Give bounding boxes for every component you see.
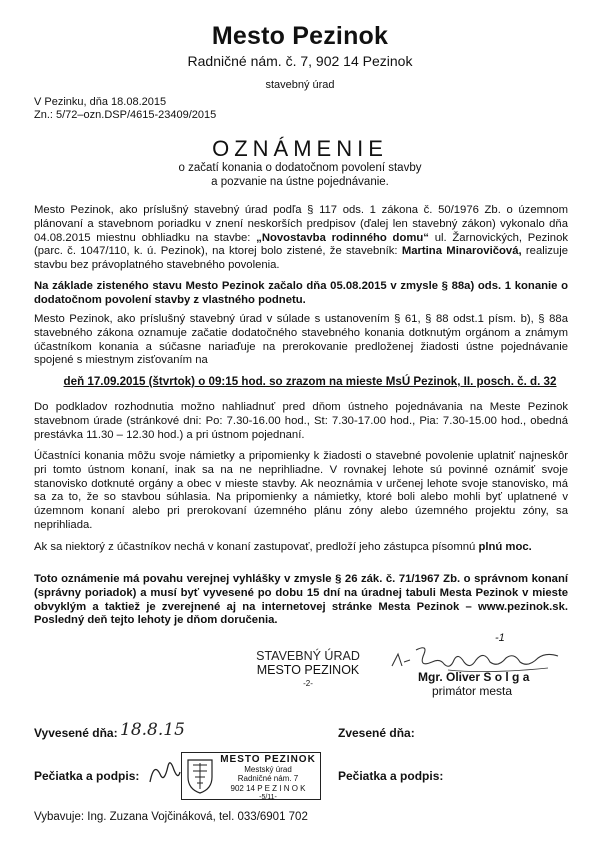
p1-text-1: Mesto Pezinok, ako príslušný stavebný úrad podľa § 117 ods. 1 zákona č. 50/1976 Zb. o územnom plánovaní a stavebnom poriadku v znení neskorších predpisov (ďalej len stavebný zákon) vykonalo dňa 04.08.2015 miestnu obhliadku na stavbe:	[34, 204, 568, 244]
notice-title: OZNÁMENIE	[212, 136, 388, 161]
posted-date-label: Vyvesené dňa:	[34, 726, 118, 740]
stamp-signature-label-right: Pečiatka a podpis:	[338, 769, 444, 783]
posting-stamp-line-2: Mestský úrad	[244, 764, 292, 774]
paragraph-site-inspection	[34, 204, 568, 273]
p6-text: Ak sa niektorý z účastníkov nechá v konaní zastupovať, predloží jeho zástupca písomnú	[34, 541, 479, 553]
town-address: Radničné nám. č. 7, 902 14 Pezinok	[187, 53, 413, 69]
issued-by: Vybavuje: Ing. Zuzana Vojčináková, tel. 033/6901 702	[34, 811, 308, 823]
paragraph-announcement: Mesto Pezinok, ako príslušný stavebný úrad v súlade s ustanovením § 61, § 88 odst.1 písm. b), § 88a stavebného zákona oznamuje začatie dodatočného stavebného konania dotknutým orgánom a známym účastníkom konania a súčasne nariaďuje na prerokovanie predloženej žiadosti ústne pojednávanie spojené s miestnym zisťovaním na	[34, 313, 568, 367]
notice-subtitle-1: o začatí konania o dodatočnom povolení stavby	[178, 162, 422, 174]
paragraph-documents-access: Do podkladov rozhodnutia možno nahliadnuť pred dňom ústneho pojednávania na Meste Pezinok stavebnom úrade (stránkové dni: Po: 7.30-16.00 hod., St: 7.30-17.00 hod., Pia: 7.30-15.00 hod., obedná prestávka 11.30 – 12.30 hod.) a pri ústnom pojednaní.	[34, 401, 568, 441]
hearing-date-line: deň 17.09.2015 (štvrtok) o 09:15 hod. so zrazom na mieste MsÚ Pezinok, II. posch. č. d. 32	[63, 375, 557, 388]
office-stamp-line-1: STAVEBNÝ ÚRAD	[256, 649, 360, 663]
office-stamp-line-3: -2-	[303, 679, 313, 688]
office-stamp-line-2: MESTO PEZINOK	[256, 663, 360, 677]
removed-date-label: Zvesené dňa:	[338, 726, 415, 740]
posting-stamp	[181, 752, 321, 800]
p1-text-3: realizuje stavbu bez právoplatného stavebného povolenia.	[34, 245, 568, 272]
posting-stamp-line-3: Radničné nám. 7	[237, 774, 299, 784]
posting-signature-image	[144, 752, 184, 792]
posting-stamp-line-1: MESTO PEZINOK	[220, 754, 316, 765]
signatory-name: Mgr. Oliver S o l g a	[418, 670, 530, 684]
paragraph-representation	[34, 541, 568, 555]
paragraph-proceedings-start: Na základe zisteného stavu Mesto Pezinok začalo dňa 05.08.2015 v zmysle § 88a) ods. 1 konanie o dodatočnom povolení stavby z vlastného podnetu.	[34, 280, 568, 306]
stamp-signature-label-left: Pečiatka a podpis:	[34, 769, 140, 783]
signatory-role: primátor mesta	[432, 684, 513, 698]
p1-building-name: „Novostavba rodinného domu“	[256, 231, 429, 244]
coat-of-arms-icon	[185, 757, 215, 795]
p6-power-of-attorney: plnú moc.	[478, 541, 532, 553]
reference-number: Zn.: 5/72–ozn.DSP/4615-23409/2015	[34, 109, 217, 121]
posting-stamp-line-5: -5/11-	[259, 794, 277, 802]
date-line: V Pezinku, dňa 18.08.2015	[34, 96, 167, 108]
p1-builder-name: Martina Minarovičová,	[401, 245, 522, 258]
page-title: Mesto Pezinok	[211, 22, 389, 50]
signature-mark: -1	[495, 632, 505, 644]
posted-date-handwritten: 18.8.15	[120, 720, 185, 740]
office-name: stavebný úrad	[265, 79, 335, 91]
paragraph-objections: Účastníci konania môžu svoje námietky a pripomienky k žiadosti o stavebné povolenie uplatniť najneskôr pri tomto ústnom konaní, inak sa na ne neprihliadne. V rovnakej lehote sú povinné oznámiť svoje stanovisko dotknuté orgány a obec v mieste stavby. Ak neoznámia v určenej lehote svoje stanovisko, má sa za to, že so stavbou súhlasia. Na pripomienky a námietky, ktoré boli alebo mohli byť uplatnené v územnom konaní alebo pri prerokovaní územného plánu zóny alebo územného projektu zóny, sa neprihliada.	[34, 450, 568, 531]
posting-stamp-line-4: 902 14 P E Z I N O K	[230, 783, 306, 793]
paragraph-public-notice: Toto oznámenie má povahu verejnej vyhlášky v zmysle § 26 zák. č. 71/1967 Zb. o správnom konaní (správny poriadok) a musí byť vyvesené po dobu 15 dní na úradnej tabuli Mesta Pezinok v mieste obvyklým a taktiež je zverejnené aj na internetovej stránke Mesta Pezinok – www.pezinok.sk. Posledný deň tejto lehoty je dňom doručenia.	[34, 573, 568, 627]
office-stamp	[243, 649, 373, 691]
notice-subtitle-2: a pozvanie na ústne pojednávanie.	[211, 176, 389, 188]
p1-text-2: ul. Žarnovických, Pezinok (parc. č. 1047/110, k. ú. Pezinok), na ktorej bolo zistené, že stavebník:	[34, 231, 568, 258]
